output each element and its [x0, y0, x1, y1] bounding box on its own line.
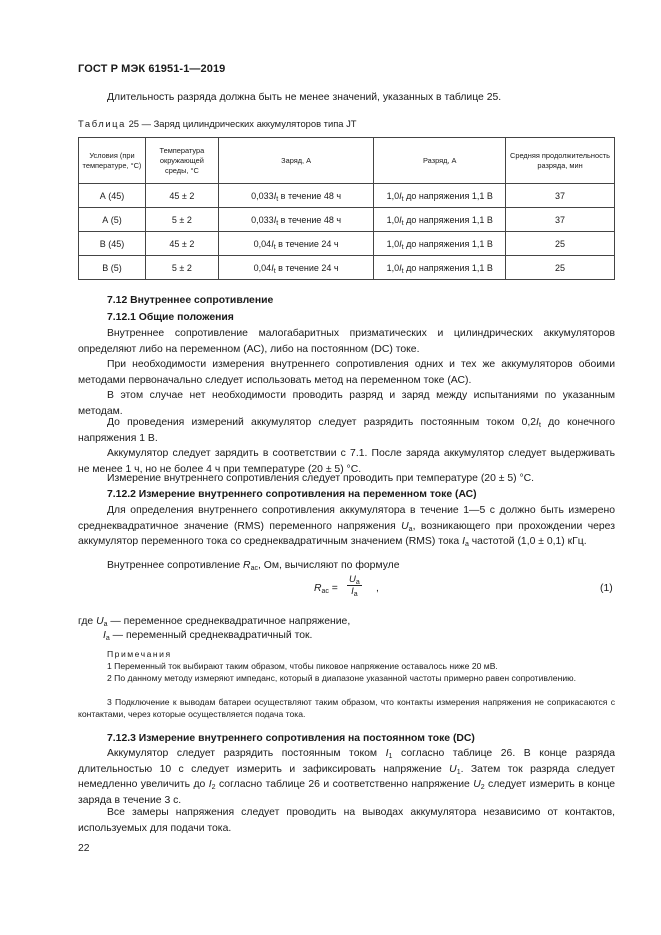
formula-i: I [351, 586, 354, 597]
current-subscript: t [401, 195, 404, 203]
duration-value: 25 [555, 262, 566, 273]
symbol-I: I [536, 417, 539, 428]
note-1: 1 Переменный ток выбирают таким образом, чтобы пиковое напряжение оставалось ниже 20 мВ. [107, 661, 498, 671]
cell-charge [218, 184, 374, 208]
current-subscript: t [401, 267, 404, 275]
note-2: 2 По данному методу измеряют импеданс, который в диапазоне указанной частоты примерно равен сопротивлению. [107, 673, 576, 683]
charge-rest: в течение 48 ч [278, 214, 342, 225]
cell-conditions [79, 256, 146, 280]
current-symbol: I [399, 190, 402, 201]
s7122-p2-a: Внутреннее сопротивление [107, 560, 244, 571]
s7122-p1-b: , возникающего при прохождении через аккумулятор переменного тока со среднеквадратичным значением (RMS) тока [78, 520, 615, 548]
cell-discharge [374, 256, 506, 280]
current-subscript: t [401, 243, 404, 251]
s7123-p1-b: согласно таблице 26. В конце разряда длительностью 10 с следует измерить и зафиксировать напряжение [78, 748, 615, 775]
cell-duration [506, 208, 615, 232]
current-subscript: t [401, 219, 404, 227]
where-i-desc: — переменный среднеквадратичный ток. [109, 630, 313, 641]
s7123-p1 [78, 746, 615, 808]
current-subscript: t [273, 267, 276, 275]
symbol-U: U [401, 520, 409, 532]
where-i-line [103, 628, 613, 644]
discharge-rest: до напряжения 1,1 В [403, 214, 493, 225]
table-row [79, 184, 615, 208]
formula-number: (1) [600, 583, 613, 594]
table-caption-number: 25 [128, 118, 140, 129]
discharge-rest: до напряжения 1,1 В [403, 262, 493, 273]
s7121-p1: Внутреннее сопротивление малогабаритных призматических и цилиндрических аккумуляторов определяют либо на переменном (АС), либо на постоянном (DC) токе. [78, 328, 615, 355]
current-symbol: I [273, 190, 277, 201]
temp-value: 45 ± 2 [169, 190, 195, 201]
cell-charge [218, 208, 374, 232]
current-subscript: t [276, 219, 279, 227]
notes-title: Примечания [107, 649, 172, 659]
formula-denominator [347, 585, 362, 597]
s7123-p1-e: следует измерить в конце заряда в течение 3 с. [78, 779, 615, 806]
formula-numerator [347, 574, 362, 585]
discharge-coef: 1,0 [386, 214, 400, 225]
current-symbol: I [399, 214, 402, 225]
page-number: 22 [78, 843, 90, 854]
document-header: ГОСТ Р МЭК 61951-1—2019 [78, 63, 226, 75]
current-symbol: I [399, 262, 402, 273]
section-7-12-2-title: 7.12.2 Измерение внутреннего сопротивления на переменном токе (АС) [107, 489, 477, 500]
symbol-I: I [103, 630, 106, 641]
discharge-rest: до напряжения 1,1 В [403, 238, 493, 249]
temp-value: 45 ± 2 [169, 238, 195, 249]
current-symbol: I [399, 238, 402, 249]
cond-value: А (5) [102, 214, 122, 225]
formula-trail: , [376, 583, 379, 594]
symbol-sub-ac: ac [250, 565, 258, 572]
cond-value: В (5) [102, 262, 122, 273]
duration-value: 37 [555, 190, 566, 201]
formula-i-sub: a [353, 591, 358, 598]
s7121-p4-b: до конечного напряжения 1 В. [78, 417, 615, 444]
symbol-sub-2: 2 [480, 784, 485, 792]
charge-coef: 0,033 [251, 214, 274, 225]
symbol-I: I [385, 748, 389, 759]
current-symbol: I [271, 262, 274, 273]
symbol-I: I [208, 779, 212, 791]
charge-rest: в течение 48 ч [278, 190, 342, 201]
where-u-desc: — переменное среднеквадратичное напряжение, [107, 616, 351, 627]
note-3: 3 Подключение к выводам батареи осуществляют таким образом, что контакты измерения напряжения не соприкасаются с контактами, через которые осуществляется подача тока. [78, 697, 615, 720]
symbol-U: U [96, 616, 104, 627]
header-charge: Заряд, А [218, 138, 374, 184]
table-row [79, 256, 615, 280]
symbol-sub-a: a [408, 525, 413, 533]
charge-rest: в течение 24 ч [275, 262, 339, 273]
charge-coef: 0,04 [253, 262, 272, 273]
charge-table [78, 137, 615, 280]
formula-r-sub: ac [321, 588, 329, 595]
discharge-coef: 1,0 [386, 238, 400, 249]
cell-temperature [145, 232, 218, 256]
cell-temperature [145, 208, 218, 232]
symbol-sub-1: 1 [388, 753, 393, 760]
s7123-p1-a: Аккумулятор следует разрядить постоянным током [107, 748, 386, 759]
table-header-row [79, 138, 615, 184]
cell-conditions [79, 232, 146, 256]
temp-value: 5 ± 2 [171, 214, 192, 225]
discharge-coef: 1,0 [386, 190, 400, 201]
s7121-p4 [78, 415, 615, 446]
formula-u: U [349, 574, 356, 585]
formula-lhs [314, 583, 338, 594]
cell-conditions [79, 184, 146, 208]
header-discharge: Разряд, А [374, 138, 506, 184]
cell-conditions [79, 208, 146, 232]
cond-value: В (45) [99, 238, 125, 249]
s7121-p5: Аккумулятор следует зарядить в соответствии с 7.1. После заряда аккумулятор следует выдерживать не менее 1 ч, но не более 4 ч при температуре (20 ± 5) °С. [78, 448, 615, 475]
s7121-p6: Измерение внутреннего сопротивления следует проводить при температуре (20 ± 5) °С. [107, 473, 535, 484]
s7122-p1 [78, 503, 615, 550]
header-duration: Средняя продолжительность разряда, мин [506, 138, 615, 184]
symbol-R: R [243, 560, 251, 571]
symbol-sub-1: 1 [456, 768, 461, 776]
cell-temperature [145, 184, 218, 208]
table-caption-label: Таблица [78, 118, 126, 129]
formula-fraction [347, 574, 362, 597]
table-row [79, 232, 615, 256]
discharge-coef: 1,0 [386, 262, 400, 273]
temp-value: 5 ± 2 [171, 262, 192, 273]
cell-charge [218, 256, 374, 280]
current-subscript: t [276, 195, 279, 203]
cell-charge [218, 232, 374, 256]
cell-discharge [374, 208, 506, 232]
symbol-U: U [449, 763, 457, 775]
formula-u-sub: a [355, 579, 360, 586]
charge-coef: 0,04 [253, 238, 272, 249]
s7123-p1-d: согласно таблице 26 и соответственно напряжение [215, 779, 474, 791]
symbol-sub-a: a [105, 635, 110, 642]
s7121-p3: В этом случае нет необходимости проводить разряд и заряд между испытаниями по указанным методам. [78, 390, 615, 417]
symbol-I: I [462, 536, 465, 548]
symbol-sub-a: a [103, 621, 108, 628]
current-symbol: I [271, 238, 274, 249]
formula-eq: = [328, 583, 338, 594]
cell-duration [506, 256, 615, 280]
s7122-p1-c: частотой (1,0 ± 0,1) кГц. [468, 536, 587, 548]
cell-duration [506, 184, 615, 208]
charge-coef: 0,033 [251, 190, 274, 201]
table-caption-title: — Заряд цилиндрических аккумуляторов типа JT [141, 118, 357, 129]
s7122-p2-b: , Ом, вычисляют по формуле [257, 560, 400, 571]
duration-value: 37 [555, 214, 566, 225]
cell-temperature [145, 256, 218, 280]
section-7-12-1-title: 7.12.1 Общие положения [107, 312, 234, 323]
s7121-p2: При необходимости измерения внутреннего сопротивления одних и тех же аккумуляторов обоими методами первоначально следует использовать метод на переменном токе (АС). [78, 359, 615, 386]
header-temperature: Температура окружающей среды, °С [145, 138, 218, 184]
symbol-sub-t: t [538, 422, 541, 429]
cond-value: А (45) [99, 190, 125, 201]
header-conditions: Условия (при температуре, °С) [79, 138, 146, 184]
section-7-12-3-title: 7.12.3 Измерение внутреннего сопротивления на постоянном токе (DC) [107, 733, 475, 744]
table-row [79, 208, 615, 232]
symbol-sub-2: 2 [211, 784, 216, 792]
discharge-rest: до напряжения 1,1 В [403, 190, 493, 201]
s7122-p2 [78, 558, 615, 574]
where-intro: где [78, 616, 97, 627]
charge-rest: в течение 24 ч [275, 238, 339, 249]
cell-duration [506, 232, 615, 256]
table-caption [78, 118, 357, 129]
s7123-p2: Все замеры напряжения следует проводить на выводах аккумулятора независимо от контактов, используемых для подачи тока. [78, 807, 615, 834]
current-symbol: I [273, 214, 277, 225]
s7123-p1-c: . Затем ток разряда следует немедленно увеличить до [78, 763, 615, 791]
formula-1 [0, 574, 661, 606]
duration-value: 25 [555, 238, 566, 249]
s7122-p1-a: Для определения внутреннего сопротивления аккумулятора в течение 1—5 с должно быть измерено среднеквадратичное значение (RMS) переменного напряжения [78, 505, 615, 532]
section-7-12-title: 7.12 Внутреннее сопротивление [107, 295, 274, 306]
current-subscript: t [273, 243, 276, 251]
cell-discharge [374, 184, 506, 208]
intro-paragraph: Длительность разряда должна быть не менее значений, указанных в таблице 25. [107, 92, 502, 103]
s7121-p4-a: До проведения измерений аккумулятор следует разрядить постоянным током 0,2 [107, 417, 537, 428]
symbol-U: U [473, 779, 481, 791]
symbol-sub-a: a [464, 541, 469, 549]
formula-r: R [314, 583, 322, 594]
cell-discharge [374, 232, 506, 256]
